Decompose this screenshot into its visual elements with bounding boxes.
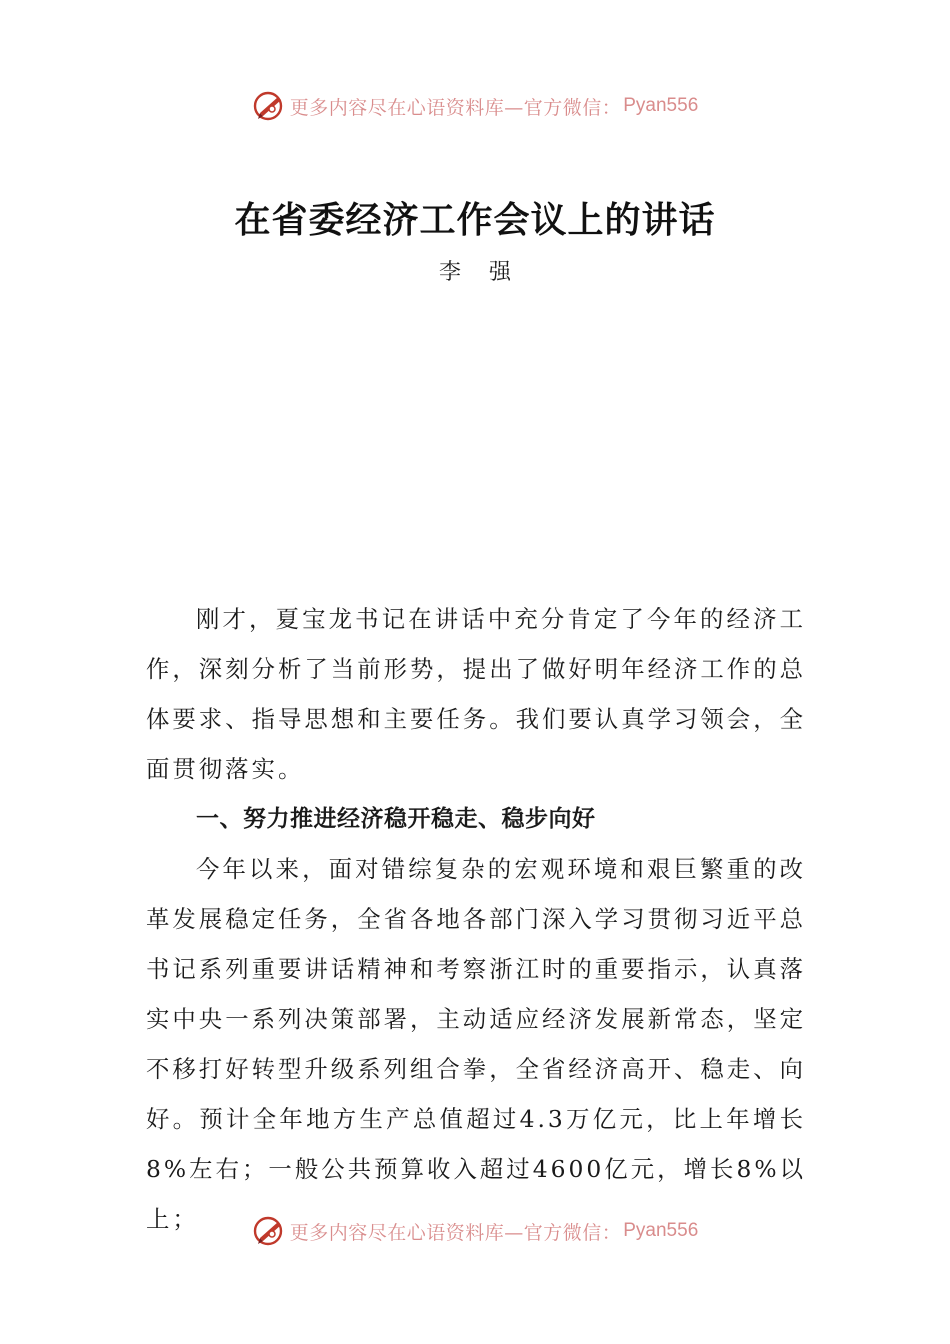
document-author: 李强: [438, 260, 539, 285]
watermark-wechat-id: Pyan556: [623, 95, 699, 116]
document-title: 在省委经济工作会议上的讲话: [234, 199, 716, 241]
paragraph-intro: 刚才，夏宝龙书记在讲话中充分肯定了今年的经济工作，深刻分析了当前形势，提出了做好明年经济工作的总体要求、指导思想和主要任务。我们要认真学习领会，全面贯彻落实。: [146, 605, 806, 783]
watermark-header: [0, 86, 950, 126]
watermark-text: 更多内容尽在心语资料库—官方微信：: [289, 96, 622, 119]
watermark-wechat-id: Pyan556: [623, 1220, 699, 1241]
pen-logo-icon: [252, 1214, 286, 1248]
watermark-text: 更多内容尽在心语资料库—官方微信：: [289, 1221, 622, 1244]
section-heading-1: 一、努力推进经济稳开稳走、稳步向好: [196, 806, 596, 832]
document-body: [146, 594, 806, 1244]
paragraph-section-1: 今年以来，面对错综复杂的宏观环境和艰巨繁重的改革发展稳定任务，全省各地各部门深入学习贯彻习近平总书记系列重要讲话精神和考察浙江时的重要指示，认真落实中央一系列决策部署，主动适应经济发展新常态，坚定不移打好转型升级系列组合拳，全省经济高开、稳走、向好。预计全年地方生产总值超过4.3万亿元，比上年增长8%左右；一般公共预算收入超过4600亿元，增长8%以上；: [146, 855, 806, 1233]
pen-logo-icon: [252, 89, 286, 123]
watermark-footer: [0, 1211, 950, 1251]
